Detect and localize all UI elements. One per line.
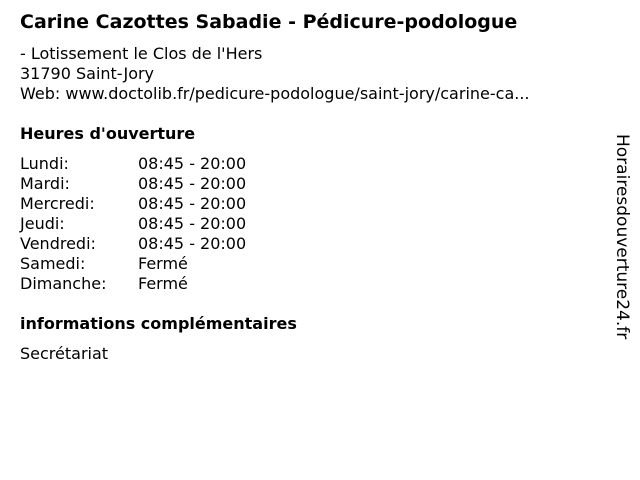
- day-label: Dimanche:: [20, 274, 107, 293]
- hours-value: 08:45 - 20:00: [138, 194, 247, 213]
- day-label: Mardi:: [20, 174, 70, 193]
- hours-value: 08:45 - 20:00: [138, 214, 247, 233]
- business-address: [20, 44, 530, 104]
- day-label: Jeudi:: [20, 214, 65, 233]
- day-label: Vendredi:: [20, 234, 96, 253]
- additional-info-text: Secrétariat: [20, 344, 109, 363]
- hours-value: Fermé: [138, 254, 188, 273]
- hours-value: 08:45 - 20:00: [138, 234, 247, 253]
- opening-hours-heading: Heures d'ouverture: [20, 124, 196, 143]
- hours-value: 08:45 - 20:00: [138, 174, 247, 193]
- address-line-street: - Lotissement le Clos de l'Hers: [20, 44, 263, 63]
- address-line-city: 31790 Saint-Jory: [20, 64, 155, 83]
- additional-info-heading: informations complémentaires: [20, 314, 297, 333]
- day-label: Lundi:: [20, 154, 69, 173]
- hours-value: 08:45 - 20:00: [138, 154, 247, 173]
- business-name: Carine Cazottes Sabadie - Pédicure-podologue: [20, 11, 518, 33]
- day-label: Samedi:: [20, 254, 86, 273]
- website-text: Web: www.doctolib.fr/pedicure-podologue/saint-jory/carine-ca...: [20, 84, 530, 103]
- site-watermark: Horairesdouverture24.fr: [612, 134, 632, 340]
- hours-value: Fermé: [138, 274, 188, 293]
- day-label: Mercredi:: [20, 194, 95, 213]
